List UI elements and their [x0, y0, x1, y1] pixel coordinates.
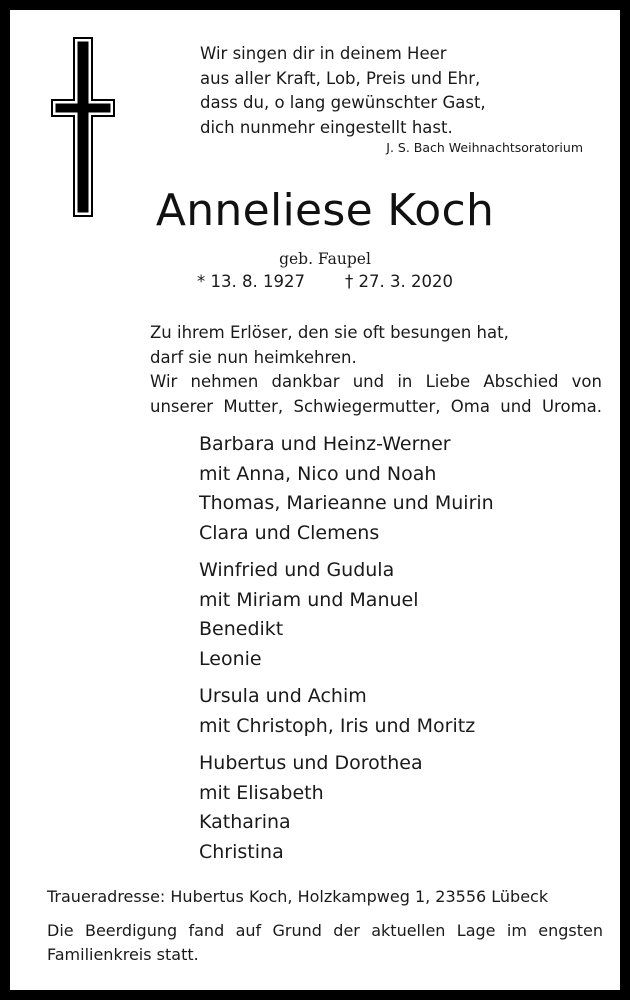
- family-line: Hubertus und Dorothea: [199, 752, 423, 774]
- funeral-line: Familienkreis statt.: [47, 945, 199, 964]
- poem: [200, 42, 486, 140]
- birth-date: * 13. 8. 1927: [197, 272, 305, 291]
- mourning-address: Traueradresse: Hubertus Koch, Holzkampweg 1, 23556 Lübeck: [47, 887, 549, 906]
- family-line: mit Anna, Nico und Noah: [199, 462, 437, 485]
- family-line: mit Christoph, Iris und Moritz: [199, 714, 476, 737]
- intro-line: unserer Mutter, Schwiegermutter, Oma und Uroma.: [150, 396, 602, 416]
- intro-line: Wir nehmen dankbar und in Liebe Abschied von: [150, 372, 602, 391]
- family-line: Leonie: [199, 647, 262, 670]
- family-line: Benedikt: [199, 618, 284, 640]
- poem-source: J. S. Bach Weihnachtsoratorium: [386, 140, 583, 155]
- family-line: Barbara und Heinz-Werner: [199, 433, 451, 455]
- funeral-note: [47, 919, 603, 967]
- family-line: Clara und Clemens: [199, 521, 380, 544]
- funeral-line: Die Beerdigung fand auf Grund der aktuellen Lage im engsten: [47, 921, 603, 940]
- intro-line: darf sie nun heimkehren.: [150, 347, 357, 367]
- family-line: Thomas, Marieanne und Muirin: [199, 492, 494, 514]
- family-line: Christina: [199, 840, 284, 863]
- poem-line: aus aller Kraft, Lob, Preis und Ehr,: [200, 68, 481, 88]
- family-line: Katharina: [199, 811, 291, 833]
- maiden-name: geb. Faupel: [279, 250, 371, 268]
- family-line: Ursula und Achim: [199, 685, 367, 707]
- poem-line: Wir singen dir in deinem Heer: [200, 44, 447, 63]
- family-group: [199, 430, 494, 548]
- life-dates: [10, 272, 630, 291]
- family-line: mit Elisabeth: [199, 781, 324, 804]
- poem-line: dich nunmehr eingestellt hast.: [200, 117, 453, 137]
- intro-text: [150, 321, 602, 419]
- death-date: † 27. 3. 2020: [345, 272, 453, 291]
- family-line: Winfried und Gudula: [199, 559, 395, 581]
- family-group: [199, 682, 494, 741]
- intro-line: Zu ihrem Erlöser, den sie oft besungen hat,: [150, 323, 509, 342]
- mourners-list: [199, 430, 494, 875]
- deceased-name: Anneliese Koch: [155, 185, 495, 236]
- poem-line: dass du, o lang gewünschter Gast,: [200, 93, 486, 112]
- family-line: mit Miriam und Manuel: [199, 588, 419, 611]
- family-group: [199, 556, 494, 674]
- family-group: [199, 749, 494, 867]
